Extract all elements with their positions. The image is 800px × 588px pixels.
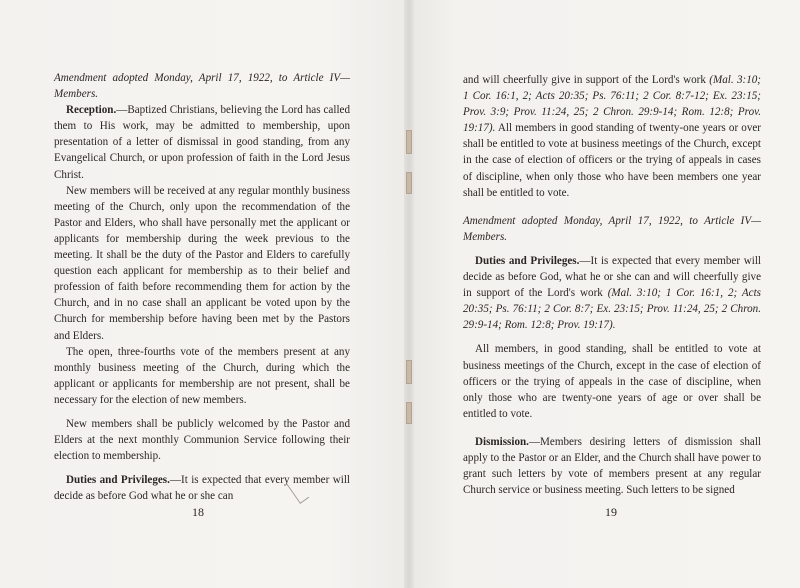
dismission-paragraph	[463, 434, 761, 498]
left-page-text	[54, 70, 350, 504]
page-number-left: 18	[192, 505, 204, 519]
binding-gutter	[404, 0, 414, 588]
binding-stitch	[406, 130, 412, 154]
continued-refs: (Mal. 3:10; 1 Cor. 16:1, 2; Acts 20:35; Ps. 76:11; 2 Cor. 8:7-12; Ex. 23:15; Prov. 3:9; Prov. 11:24, 25; 2 Chron. 29:9-14; Rom. 12:8; Prov. 19:17).	[463, 74, 761, 135]
amendment-note: Amendment adopted Monday, April 17, 1922, to Article IV—Members.	[54, 72, 350, 101]
all-members-paragraph: All members, in good standing, shall be entitled to vote at business meetings of the Church, except in the case of election of officers or the trying of appeals in the case of discipline, when only those who are twenty-one years of age or over shall be entitled to vote.	[463, 343, 761, 420]
binding-stitch	[406, 360, 412, 384]
duties-text: —It is expected that every member will decide as before God, what he or she can and will cheerfully give in support of the Lord's work	[463, 254, 761, 300]
reception-heading: Reception.	[66, 104, 117, 117]
reception-paragraph	[54, 102, 350, 182]
amendment-note: Amendment adopted Monday, April 17, 1922, to Article IV—Members.	[463, 214, 761, 243]
reception-text: —Baptized Christians, believing the Lord has called them to His work, may be admitted to membership, upon presentation of a letter of dismissal in good standing, from any Evangelical Church, or upon profession of faith in the Lord Jesus Christ.	[54, 104, 350, 181]
binding-stitch	[406, 402, 412, 424]
continued-paragraph	[463, 72, 761, 201]
duties-paragraph	[463, 253, 761, 333]
continued-text: and will cheerfully give in support of the Lord's work	[463, 74, 706, 86]
page-number-right: 19	[605, 505, 617, 519]
right-page-text	[463, 72, 761, 498]
dismission-heading: Dismission.	[475, 435, 529, 448]
binding-stitch	[406, 172, 412, 194]
dismission-text: —Members desiring letters of dismission shall apply to the Pastor or an Elder, and the Church shall have power to grant such letters by vote of members present at any regular Church service or business meeting. Such letters to be signed	[463, 435, 761, 497]
vote-paragraph: The open, three-fourths vote of the members present at any monthly business meeting of the Church, during which the applicant or applicants for membership are not present, shall be necessary for the election of new members.	[54, 345, 350, 406]
duties-heading: Duties and Privileges.	[66, 474, 170, 487]
new-members-paragraph: New members will be received at any regular monthly business meeting of the Church, only upon the recommendation of the Pastor and Elders, who shall have personally met the applicant or applicants for membership during the week previous to the meeting. It shall be the duty of the Pastor and Elders to carefully question each applicant for membership as to their belief and profession of faith before recommending them for action by the Church, and in no case shall an applicant be voted upon by the Church for membership before having been met by the Pastors and Elders.	[54, 184, 350, 342]
continued-rest: All members in good standing of twenty-one years or over shall be entitled to vote at business meetings of the Church, except in the case of election of officers or the trying of appeals in cases of discipline, when only those who have been members one year shall be entitled to vote.	[463, 122, 761, 199]
welcome-paragraph: New members shall be publicly welcomed by the Pastor and Elders at the next monthly Communion Service following their election to membership.	[54, 417, 350, 463]
duties-heading: Duties and Privileges.	[475, 254, 580, 267]
duties-text: —It is expected that every member will decide as before God what he or she can	[54, 474, 350, 503]
duties-refs: (Mal. 3:10; 1 Cor. 16:1, 2; Acts 20:35; Ps. 76:11; 2 Cor. 8:7; Ex. 23:15; Prov. 11:24, 25; 2 Chron. 29:9-14; Rom. 12:8; Prov. 19:17).	[463, 287, 761, 332]
